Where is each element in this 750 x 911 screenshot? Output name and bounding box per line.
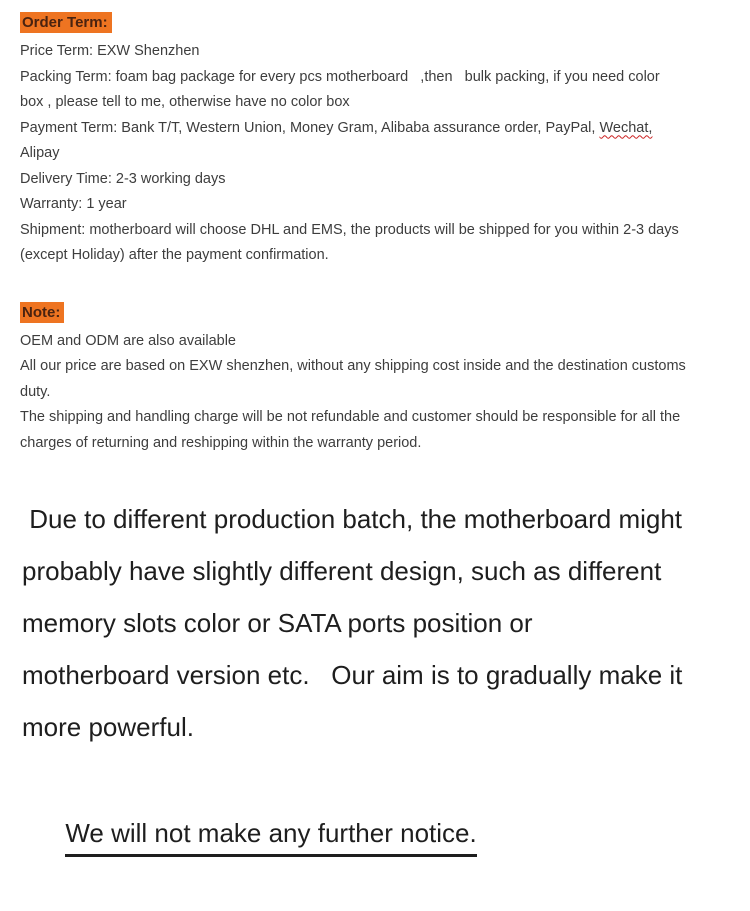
disclaimer-line: more powerful.	[22, 712, 194, 742]
disclaimer-line: motherboard version etc. Our aim is to gradually make it	[22, 660, 683, 690]
refund-policy-line: The shipping and handling charge will be not refundable and customer should be responsible for all the	[20, 409, 681, 425]
spellcheck-flagged-word: Wechat,	[599, 119, 653, 136]
packing-term-line: Packing Term: foam bag package for every pcs motherboard ,then bulk packing, if you need color	[20, 68, 660, 85]
shipment-line-wrap: (except Holiday) after the payment confirmation.	[20, 247, 329, 263]
note-heading-row	[20, 302, 732, 323]
payment-term-text: Payment Term: Bank T/T, Western Union, Money Gram, Alibaba assurance order, PayPal,	[20, 119, 600, 136]
note-heading: Note:	[20, 302, 64, 323]
warranty-line: Warranty: 1 year	[20, 196, 127, 212]
refund-policy-line-wrap: charges of returning and reshipping within the warranty period.	[20, 434, 422, 451]
price-basis-line-wrap: duty.	[20, 383, 51, 400]
order-term-heading-row	[20, 12, 732, 33]
delivery-time-line: Delivery Time: 2-3 working days	[20, 170, 226, 187]
order-term-heading: Order Term:	[20, 12, 112, 33]
disclaimer-line: probably have slightly different design, such as different	[22, 556, 662, 586]
no-notice-line	[22, 755, 732, 911]
order-term-section	[20, 12, 732, 269]
oem-odm-line: OEM and ODM are also available	[20, 332, 236, 349]
no-notice-underlined-text: We will not make any further notice.	[65, 815, 476, 857]
shipment-line: Shipment: motherboard will choose DHL and EMS, the products will be shipped for you within 2-3 days	[20, 221, 679, 238]
price-term-line: Price Term: EXW Shenzhen	[20, 43, 200, 59]
disclaimer-line: Due to different production batch, the motherboard might	[22, 504, 683, 534]
payment-term-line-wrap: Alipay	[20, 145, 60, 161]
disclaimer-line: memory slots color or SATA ports position or	[22, 608, 533, 638]
packing-term-line-wrap: box , please tell to me, otherwise have no color box	[20, 94, 350, 110]
note-section	[20, 302, 732, 457]
payment-term-line	[20, 116, 732, 142]
price-basis-line: All our price are based on EXW shenzhen, without any shipping cost inside and the destination customs	[20, 358, 686, 374]
disclaimer-section	[20, 493, 732, 911]
